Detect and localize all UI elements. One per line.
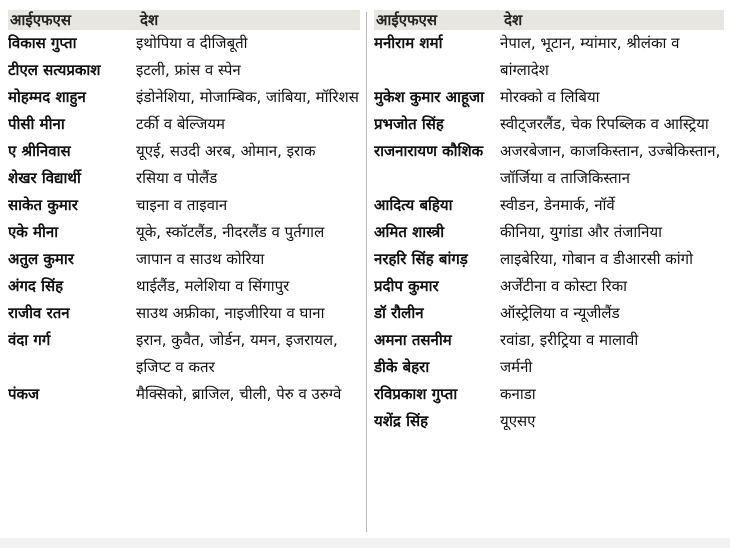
officer-name: राजनारायण कौशिक xyxy=(374,142,484,160)
country-list: साउथ अफ्रीका, नाइजीरिया व घाना xyxy=(136,304,325,322)
officer-name: वंदा गर्ग xyxy=(8,331,51,349)
table-row xyxy=(8,138,360,165)
country-list: अजरबेजान, काजकिस्तान, उज्बेकिस्तान, जॉर्जिया व ताजिकिस्तान xyxy=(500,142,721,187)
table-row xyxy=(8,219,360,246)
officer-name: मुकेश कुमार आहूजा xyxy=(374,88,484,106)
country-list: स्वीडन, डेनमार्क, नॉर्वे xyxy=(500,196,615,214)
table-row xyxy=(8,381,360,408)
officer-name: नरहरि सिंह बांगड़ xyxy=(374,250,468,268)
table-row xyxy=(8,57,360,84)
country-list: जर्मनी xyxy=(500,358,533,376)
country-list: जापान व साउथ कोरिया xyxy=(136,250,265,268)
officer-name: अमना तसनीम xyxy=(374,331,452,349)
right-table-header xyxy=(374,10,724,30)
officer-name: रविप्रकाश गुप्ता xyxy=(374,385,458,403)
right-table xyxy=(374,10,724,435)
table-row xyxy=(374,192,724,219)
table-row xyxy=(374,381,724,408)
officer-name: प्रदीप कुमार xyxy=(374,277,439,295)
country-list: इंडोनेशिया, मोजाम्बिक, जांबिया, मॉरिशस xyxy=(136,88,359,106)
officer-name: डॉ रौलीन xyxy=(374,304,424,322)
officer-name: अमित शास्त्री xyxy=(374,223,445,241)
bottom-band xyxy=(0,538,730,548)
country-list: इरान, कुवैत, जोर्डन, यमन, इजरायल, इजिप्ट व कतर xyxy=(136,331,338,376)
officer-name: डीके बेहरा xyxy=(374,358,430,376)
officer-name: पंकज xyxy=(8,385,40,403)
table-row xyxy=(374,84,724,111)
country-list: इटली, फ्रांस व स्पेन xyxy=(136,61,241,79)
country-list: कीनिया, युगांडा और तंजानिया xyxy=(500,223,663,241)
country-list: यूके, स्कॉटलैंड, नीदरलैंड व पुर्तगाल xyxy=(136,223,325,241)
officer-name: ए श्रीनिवास xyxy=(8,142,71,160)
table-row xyxy=(8,273,360,300)
table-row xyxy=(374,408,724,435)
officer-column-header: आईएफएस xyxy=(10,10,71,29)
officer-name: विकास गुप्ता xyxy=(8,34,77,52)
country-list: थाईलैंड, मलेशिया व सिंगापुर xyxy=(136,277,290,295)
officer-name: साकेत कुमार xyxy=(8,196,78,214)
table-row xyxy=(8,30,360,57)
country-list: इथोपिया व दीजिबूती xyxy=(136,34,248,52)
officer-name: प्रभजोत सिंह xyxy=(374,115,444,133)
right-table-body xyxy=(374,30,724,435)
table-row xyxy=(374,219,724,246)
table-row xyxy=(8,192,360,219)
table-row xyxy=(374,246,724,273)
left-table-header xyxy=(8,10,360,30)
country-list: रसिया व पोलैंड xyxy=(136,169,218,187)
officer-name: आदित्य बहिया xyxy=(374,196,453,214)
country-list: लाइबेरिया, गोबान व डीआरसी कांगो xyxy=(500,250,694,268)
officer-name: अतुल कुमार xyxy=(8,250,74,268)
officer-name: टीएल सत्यप्रकाश xyxy=(8,61,101,79)
country-list: नेपाल, भूटान, म्यांमार, श्रीलंका व बांग्लादेश xyxy=(500,34,680,79)
table-row xyxy=(374,30,724,84)
officer-name: पीसी मीना xyxy=(8,115,65,133)
table-row xyxy=(374,111,724,138)
officer-name: राजीव रतन xyxy=(8,304,70,322)
table-row xyxy=(8,246,360,273)
country-list: ऑस्ट्रेलिया व न्यूजीलैंड xyxy=(500,304,620,322)
officer-name: मनीराम शर्मा xyxy=(374,34,443,52)
table-row xyxy=(8,84,360,111)
country-list: यूएई, सउदी अरब, ओमान, इराक xyxy=(136,142,316,160)
officer-name: शेखर विद्यार्थी xyxy=(8,169,81,187)
table-row xyxy=(374,138,724,192)
table-row xyxy=(374,354,724,381)
country-list: यूएसए xyxy=(500,412,536,430)
country-column-header: देश xyxy=(504,10,523,29)
country-column-header: देश xyxy=(140,10,159,29)
column-divider xyxy=(366,12,367,532)
country-list: मैक्सिको, ब्राजिल, चीली, पेरु व उरुग्वे xyxy=(136,385,342,403)
officer-name: मोहम्मद शाहुन xyxy=(8,88,86,106)
table-row xyxy=(374,300,724,327)
country-list: मोरक्को व लिबिया xyxy=(500,88,600,106)
country-list: रवांडा, इरीट्रिया व मालावी xyxy=(500,331,639,349)
country-list: टर्की व बेल्जियम xyxy=(136,115,225,133)
left-table xyxy=(8,10,360,408)
country-list: चाइना व ताइवान xyxy=(136,196,228,214)
table-row xyxy=(8,327,360,381)
table-row xyxy=(8,300,360,327)
table-row xyxy=(374,327,724,354)
country-list: अर्जेंटीना व कोस्टा रिका xyxy=(500,277,627,295)
table-row xyxy=(8,111,360,138)
officer-name: यशेंद्र सिंह xyxy=(374,412,429,430)
officer-column-header: आईएफएस xyxy=(376,10,437,29)
country-list: कनाडा xyxy=(500,385,536,403)
officer-name: अंगद सिंह xyxy=(8,277,64,295)
country-list: स्वीट्जरलैंड, चेक रिपब्लिक व आस्ट्रिया xyxy=(500,115,709,133)
officer-name: एके मीना xyxy=(8,223,59,241)
table-row xyxy=(374,273,724,300)
left-table-body xyxy=(8,30,360,408)
table-row xyxy=(8,165,360,192)
